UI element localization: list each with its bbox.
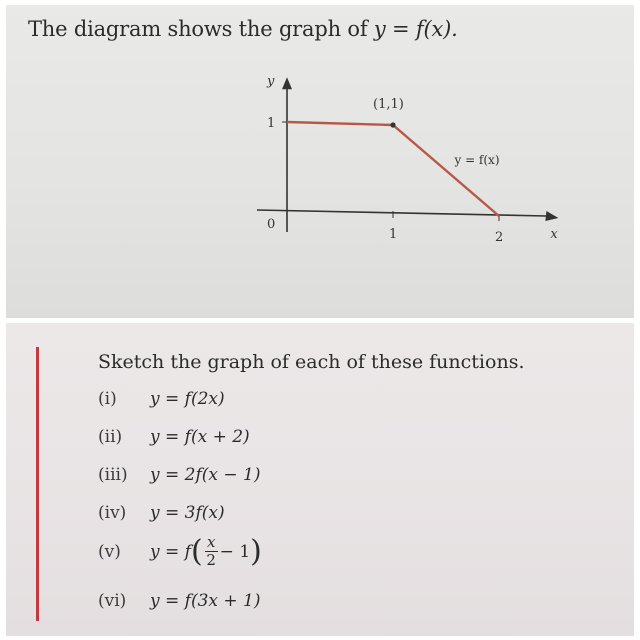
- graph-axes: [257, 74, 558, 245]
- part-expression: y = 2f(x − 1): [150, 465, 261, 485]
- part-expression: y = f(2x): [150, 389, 225, 409]
- fraction: [205, 535, 218, 568]
- exercise-part-v: [98, 535, 262, 568]
- exercise-instruction: Sketch the graph of each of these functions.: [98, 351, 525, 373]
- part-label: (ii): [98, 427, 123, 447]
- exercise-part-iv: [98, 503, 225, 523]
- prompt-equation: y = f(x).: [373, 17, 458, 41]
- curve-label: y = f(x): [454, 153, 500, 168]
- textbook-photo-bottom: [6, 323, 634, 636]
- y-axis-arrow: [282, 77, 292, 89]
- x-axis-label: x: [550, 227, 558, 242]
- part-label: (iii): [98, 465, 128, 485]
- open-paren: (: [190, 533, 203, 569]
- part-expression: y = f(3x + 1): [150, 591, 261, 611]
- exercise-part-iii: [98, 465, 260, 485]
- close-paren: ): [250, 533, 262, 569]
- y-axis-label: y: [267, 74, 275, 90]
- point-label: (1,1): [373, 97, 404, 112]
- exercise-part-vi: [98, 591, 260, 611]
- corner-point: [390, 122, 395, 127]
- x-tick-label: 2: [495, 230, 504, 245]
- part-expression: y = f(x + 2): [150, 427, 250, 447]
- exercise-part-ii: [98, 427, 250, 447]
- x-axis: [257, 210, 546, 216]
- y-tick-label: 1: [267, 116, 276, 131]
- part-label: (v): [98, 541, 121, 562]
- function-line: [287, 122, 499, 216]
- origin-label: 0: [267, 217, 276, 232]
- part-label: (i): [98, 389, 117, 409]
- exercise-part-i: [98, 389, 225, 409]
- textbook-photo-top: [6, 5, 634, 318]
- graph-marks: [287, 97, 500, 216]
- fraction-numerator: x: [206, 533, 216, 551]
- fraction-denominator: 2: [206, 551, 216, 569]
- part-expression-suffix: − 1: [219, 541, 251, 562]
- part-expression-prefix: y = f: [150, 541, 191, 562]
- x-axis-arrow: [545, 211, 558, 221]
- part-expression: y = 3f(x): [150, 503, 225, 523]
- x-tick-label: 1: [389, 227, 398, 242]
- prompt-text: The diagram shows the graph of: [28, 17, 368, 41]
- part-label: (iv): [98, 503, 127, 523]
- part-label: (vi): [98, 591, 127, 611]
- function-graph: [6, 5, 634, 318]
- red-margin-line: [36, 347, 39, 621]
